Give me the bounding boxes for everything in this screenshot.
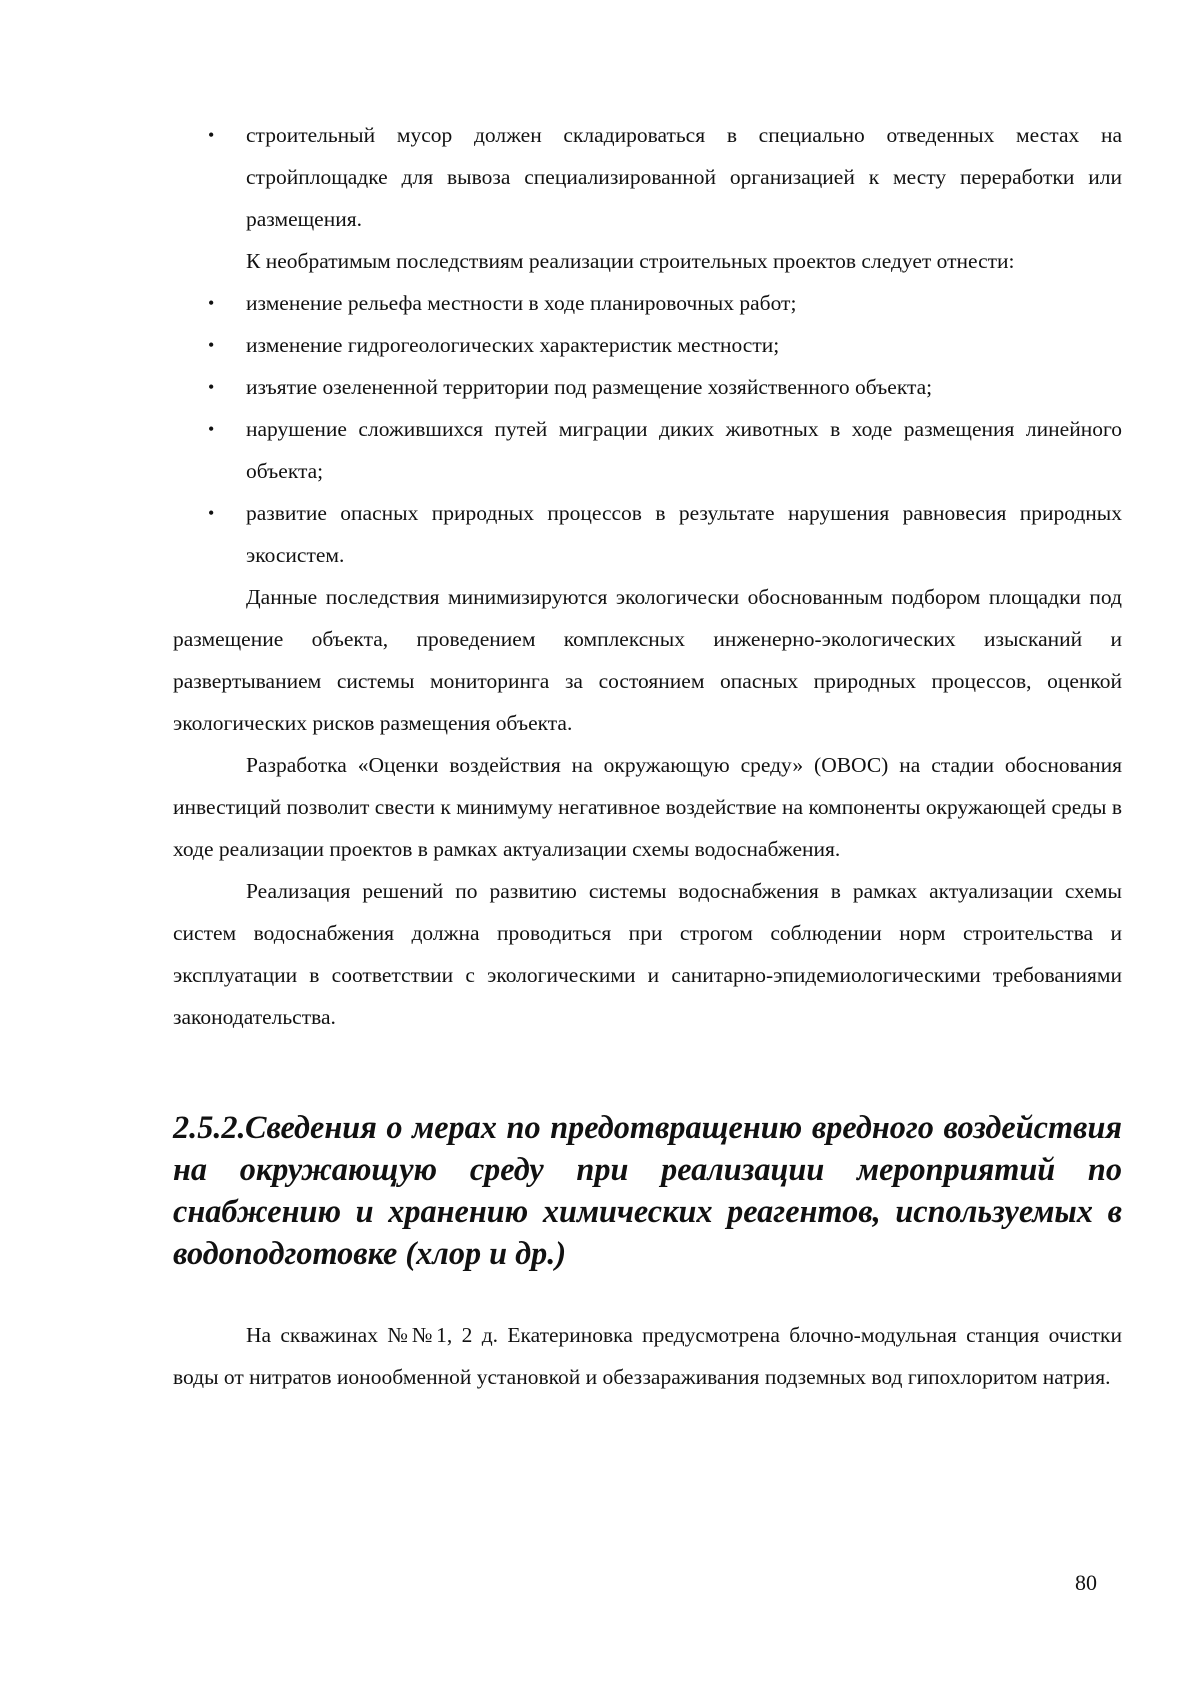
list-item [173,366,1122,408]
list-item [173,324,1122,366]
bullet-icon: • [208,419,215,439]
bullet-list-top [173,114,1122,240]
section-number: 2.5.2. [173,1109,246,1145]
bullet-icon: • [208,335,215,355]
list-item [173,114,1122,240]
section-heading [173,1106,1122,1274]
paragraph-wells: На скважинах №№1, 2 д. Екатериновка предусмотрена блочно-модульная станция очистки воды от нитратов ионообменной установкой и обеззараживания подземных вод гипохлоритом натрия. [173,1323,1122,1389]
bullet-icon: • [208,293,215,313]
list-item-text: развитие опасных природных процессов в результате нарушения равновесия природных экосистем. [246,501,1122,567]
list-item-text: изъятие озелененной территории под размещение хозяйственного объекта; [246,375,933,399]
list-item-text: строительный мусор должен складироваться в специально отведенных местах на стройплощадке для вывоза специализированной организацией к месту переработки или размещения. [246,123,1122,231]
list-item-text: изменение рельефа местности в ходе планировочных работ; [246,291,797,315]
list-item-text: изменение гидрогеологических характеристик местности; [246,333,780,357]
list-item [173,492,1122,576]
paragraph-implementation: Реализация решений по развитию системы водоснабжения в рамках актуализации схемы систем водоснабжения должна проводиться при строгом соблюдении норм строительства и эксплуатации в соответствии с экологическими и санитарно-эпидемиологическими требованиями законодательства. [173,879,1122,1029]
list-item-text: нарушение сложившихся путей миграции диких животных в ходе размещения линейного объекта; [246,417,1122,483]
page-number: 80 [1075,1570,1097,1595]
paragraph-mitigation: Данные последствия минимизируются экологически обоснованным подбором площадки под размещение объекта, проведением комплексных инженерно-экологических изысканий и развертыванием системы мониторинга за состоянием опасных природных процессов, оценкой экологических рисков размещения объекта. [173,585,1122,735]
bullet-list-irreversible [173,282,1122,576]
paragraph-ovos: Разработка «Оценки воздействия на окружающую среду» (ОВОС) на стадии обоснования инвестиций позволит свести к минимуму негативное воздействие на компоненты окружающей среды в ходе реализации проектов в рамках актуализации схемы водоснабжения. [173,753,1122,861]
bullet-icon: • [208,377,215,397]
list-item [173,408,1122,492]
intro-irreversible: К необратимым последствиям реализации строительных проектов следует отнести: [246,249,1015,273]
page-body [173,114,1122,1398]
bullet-icon: • [208,125,215,145]
list-item [173,282,1122,324]
bullet-icon: • [208,503,215,523]
section-title: Сведения о мерах по предотвращению вредного воздействия на окружающую среду при реализации мероприятий по снабжению и хранению химических реагентов, используемых в водоподготовке (хлор и др.) [173,1109,1122,1271]
